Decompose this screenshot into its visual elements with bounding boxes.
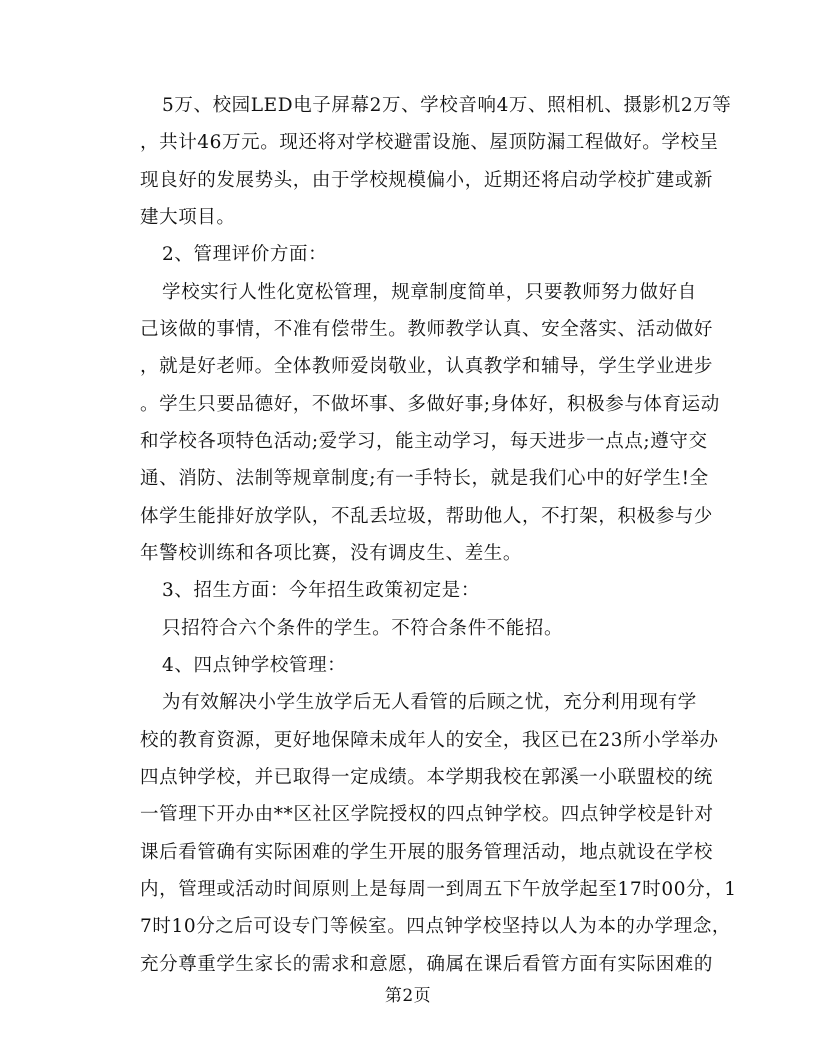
section-heading-four-oclock-school: 4、四点钟学校管理：: [162, 655, 347, 676]
body-line-20: 一管理下开办由**区社区学院授权的四点钟学校。四点钟学校是针对: [140, 804, 714, 825]
body-line-12: 体学生能排好放学队，不乱丢垃圾，帮助他人，不打架，积极参与少: [140, 506, 714, 527]
body-line-7: 己该做的事情，不准有偿带生。教师教学认真、安全落实、活动做好: [140, 319, 714, 340]
body-line-19: 四点钟学校，并已取得一定成绩。本学期我校在郭溪一小联盟校的统: [140, 767, 714, 788]
body-line-8: ，就是好老师。全体教师爱岗敬业，认真教学和辅导，学生学业进步: [140, 356, 714, 377]
section-heading-management: 2、管理评价方面：: [162, 244, 328, 265]
body-line-2: ，共计46万元。现还将对学校避雷设施、屋顶防漏工程做好。学校呈: [140, 132, 719, 153]
body-line-23: 7时10分之后可设专门等候室。四点钟学校坚持以人为本的办学理念，: [140, 916, 732, 937]
page-number: 第2页: [384, 986, 432, 1006]
body-line-22: 内，管理或活动时间原则上是每周一到周五下午放学起至17时00分，1: [140, 879, 737, 900]
body-line-11: 通、消防、法制等规章制度;有一手特长，就是我们心中的好学生!全: [140, 468, 709, 489]
body-line-3: 现良好的发展势头，由于学校规模偏小，近期还将启动学校扩建或新: [140, 170, 714, 191]
body-line-13: 年警校训练和各项比赛，没有调皮生、差生。: [140, 543, 523, 564]
body-line-10: 和学校各项特色活动;爱学习，能主动学习，每天进步一点点;遵守交: [140, 431, 708, 452]
body-line-18: 校的教育资源，更好地保障未成年人的安全，我区已在23所小学举办: [140, 730, 719, 751]
body-line-17: 为有效解决小学生放学后无人看管的后顾之忧，充分利用现有学: [162, 692, 697, 713]
section-heading-enrollment: 3、招生方面：今年招生政策初定是：: [162, 580, 480, 601]
body-line-24: 充分尊重学生家长的需求和意愿，确属在课后看管方面有实际困难的: [140, 954, 714, 975]
body-line-15: 只招符合六个条件的学生。不符合条件不能招。: [162, 618, 564, 639]
body-line-6: 学校实行人性化宽松管理，规章制度简单，只要教师努力做好自: [162, 282, 697, 303]
body-line-1: 5万、校园LED电子屏幕2万、学校音响4万、照相机、摄影机2万等: [162, 95, 732, 116]
body-line-9: 。学生只要品德好，不做坏事、多做好事;身体好，积极参与体育运动: [140, 394, 720, 415]
body-line-21: 课后看管确有实际困难的学生开展的服务管理活动，地点就设在学校: [140, 842, 714, 863]
body-line-4: 建大项目。: [140, 207, 236, 228]
